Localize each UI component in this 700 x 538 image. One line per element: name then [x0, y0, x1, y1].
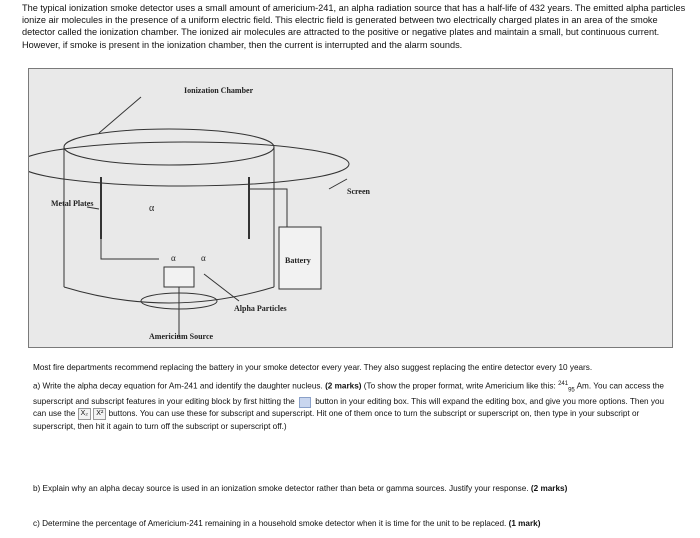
alpha-symbol: α	[171, 253, 176, 263]
label-metal-plates: Metal Plates	[51, 199, 94, 208]
screen-pointer	[329, 179, 347, 189]
intro-paragraph	[22, 2, 687, 51]
chamber-bottom-curve	[64, 287, 274, 303]
question-b-marks: (2 marks)	[530, 484, 568, 493]
label-ionization-chamber: Ionization Chamber	[184, 86, 254, 95]
questions-section	[33, 362, 673, 433]
alpha-symbol: α	[149, 203, 155, 214]
particles-pointer	[204, 274, 239, 301]
smoke-detector-diagram	[28, 68, 673, 348]
chamber-pointer	[99, 97, 141, 133]
question-c: c) Determine the percentage of Americium-241 remaining in a household smoke detector when it is time for the unit to be replaced. (1 mark)	[33, 519, 541, 528]
label-americium-source: Americium Source	[149, 332, 214, 341]
question-a-marks: (2 marks)	[325, 381, 362, 391]
subscript-button: X₂	[78, 408, 91, 420]
chamber-top-ellipse	[64, 129, 274, 165]
wire-right	[249, 189, 287, 227]
question-b: b) Explain why an alpha decay source is used in an ionization smoke detector rather than beta or gamma sources. Justify your response. (2 marks)	[33, 484, 568, 493]
label-battery: Battery	[285, 256, 311, 265]
source-block	[164, 267, 194, 287]
alpha-symbol: α	[201, 253, 206, 263]
label-screen: Screen	[347, 187, 370, 196]
intro-text: The typical ionization smoke detector uses a small amount of americium-241, an alpha radiation source that has a half-life of 432 years. The emitted alpha particles ionize air molecules in the presence of a uniform electric field. This electric field is generated between two electrically charged plates in an area of the smoke detector called the ionization chamber. The ionized air molecules are attracted to the positive or negative plates and maintain a small, but continuous current. However, if smoke is present in the ionization chamber, then the current is interrupted and the alarm sounds.	[22, 3, 686, 50]
label-alpha-particles: Alpha Particles	[234, 304, 287, 313]
superscript-button: X²	[93, 408, 106, 420]
americium-subscript: 95	[568, 387, 575, 394]
wire-left	[101, 234, 159, 259]
expand-toolbar-icon	[299, 397, 311, 408]
question-a: a) Write the alpha decay equation for Am-241 and identify the daughter nucleus. (2 marks) (To show the proper format, write Americium like this: $^{241}_{95}$ Am. You can access the superscript and subscript features in your editing block by first hitting the button in your editing box. This will expand the editing box, and give you more options. Then you can use the X₂ X² buttons. You can use these for subscript and superscript. Hit one of them once to turn the subscript or superscript on, then type in your subscript or superscript, then hit it again to turn off the subscript or superscript off.)	[33, 381, 665, 431]
question-intro: Most fire departments recommend replacing the battery in your smoke detector every year. They also suggest replacing the entire detector every 10 years.	[33, 363, 593, 372]
diagram-drawing	[29, 69, 672, 347]
screen-ellipse	[29, 142, 349, 186]
americium-superscript: 241	[558, 381, 569, 387]
question-c-marks: (1 mark)	[508, 519, 541, 528]
